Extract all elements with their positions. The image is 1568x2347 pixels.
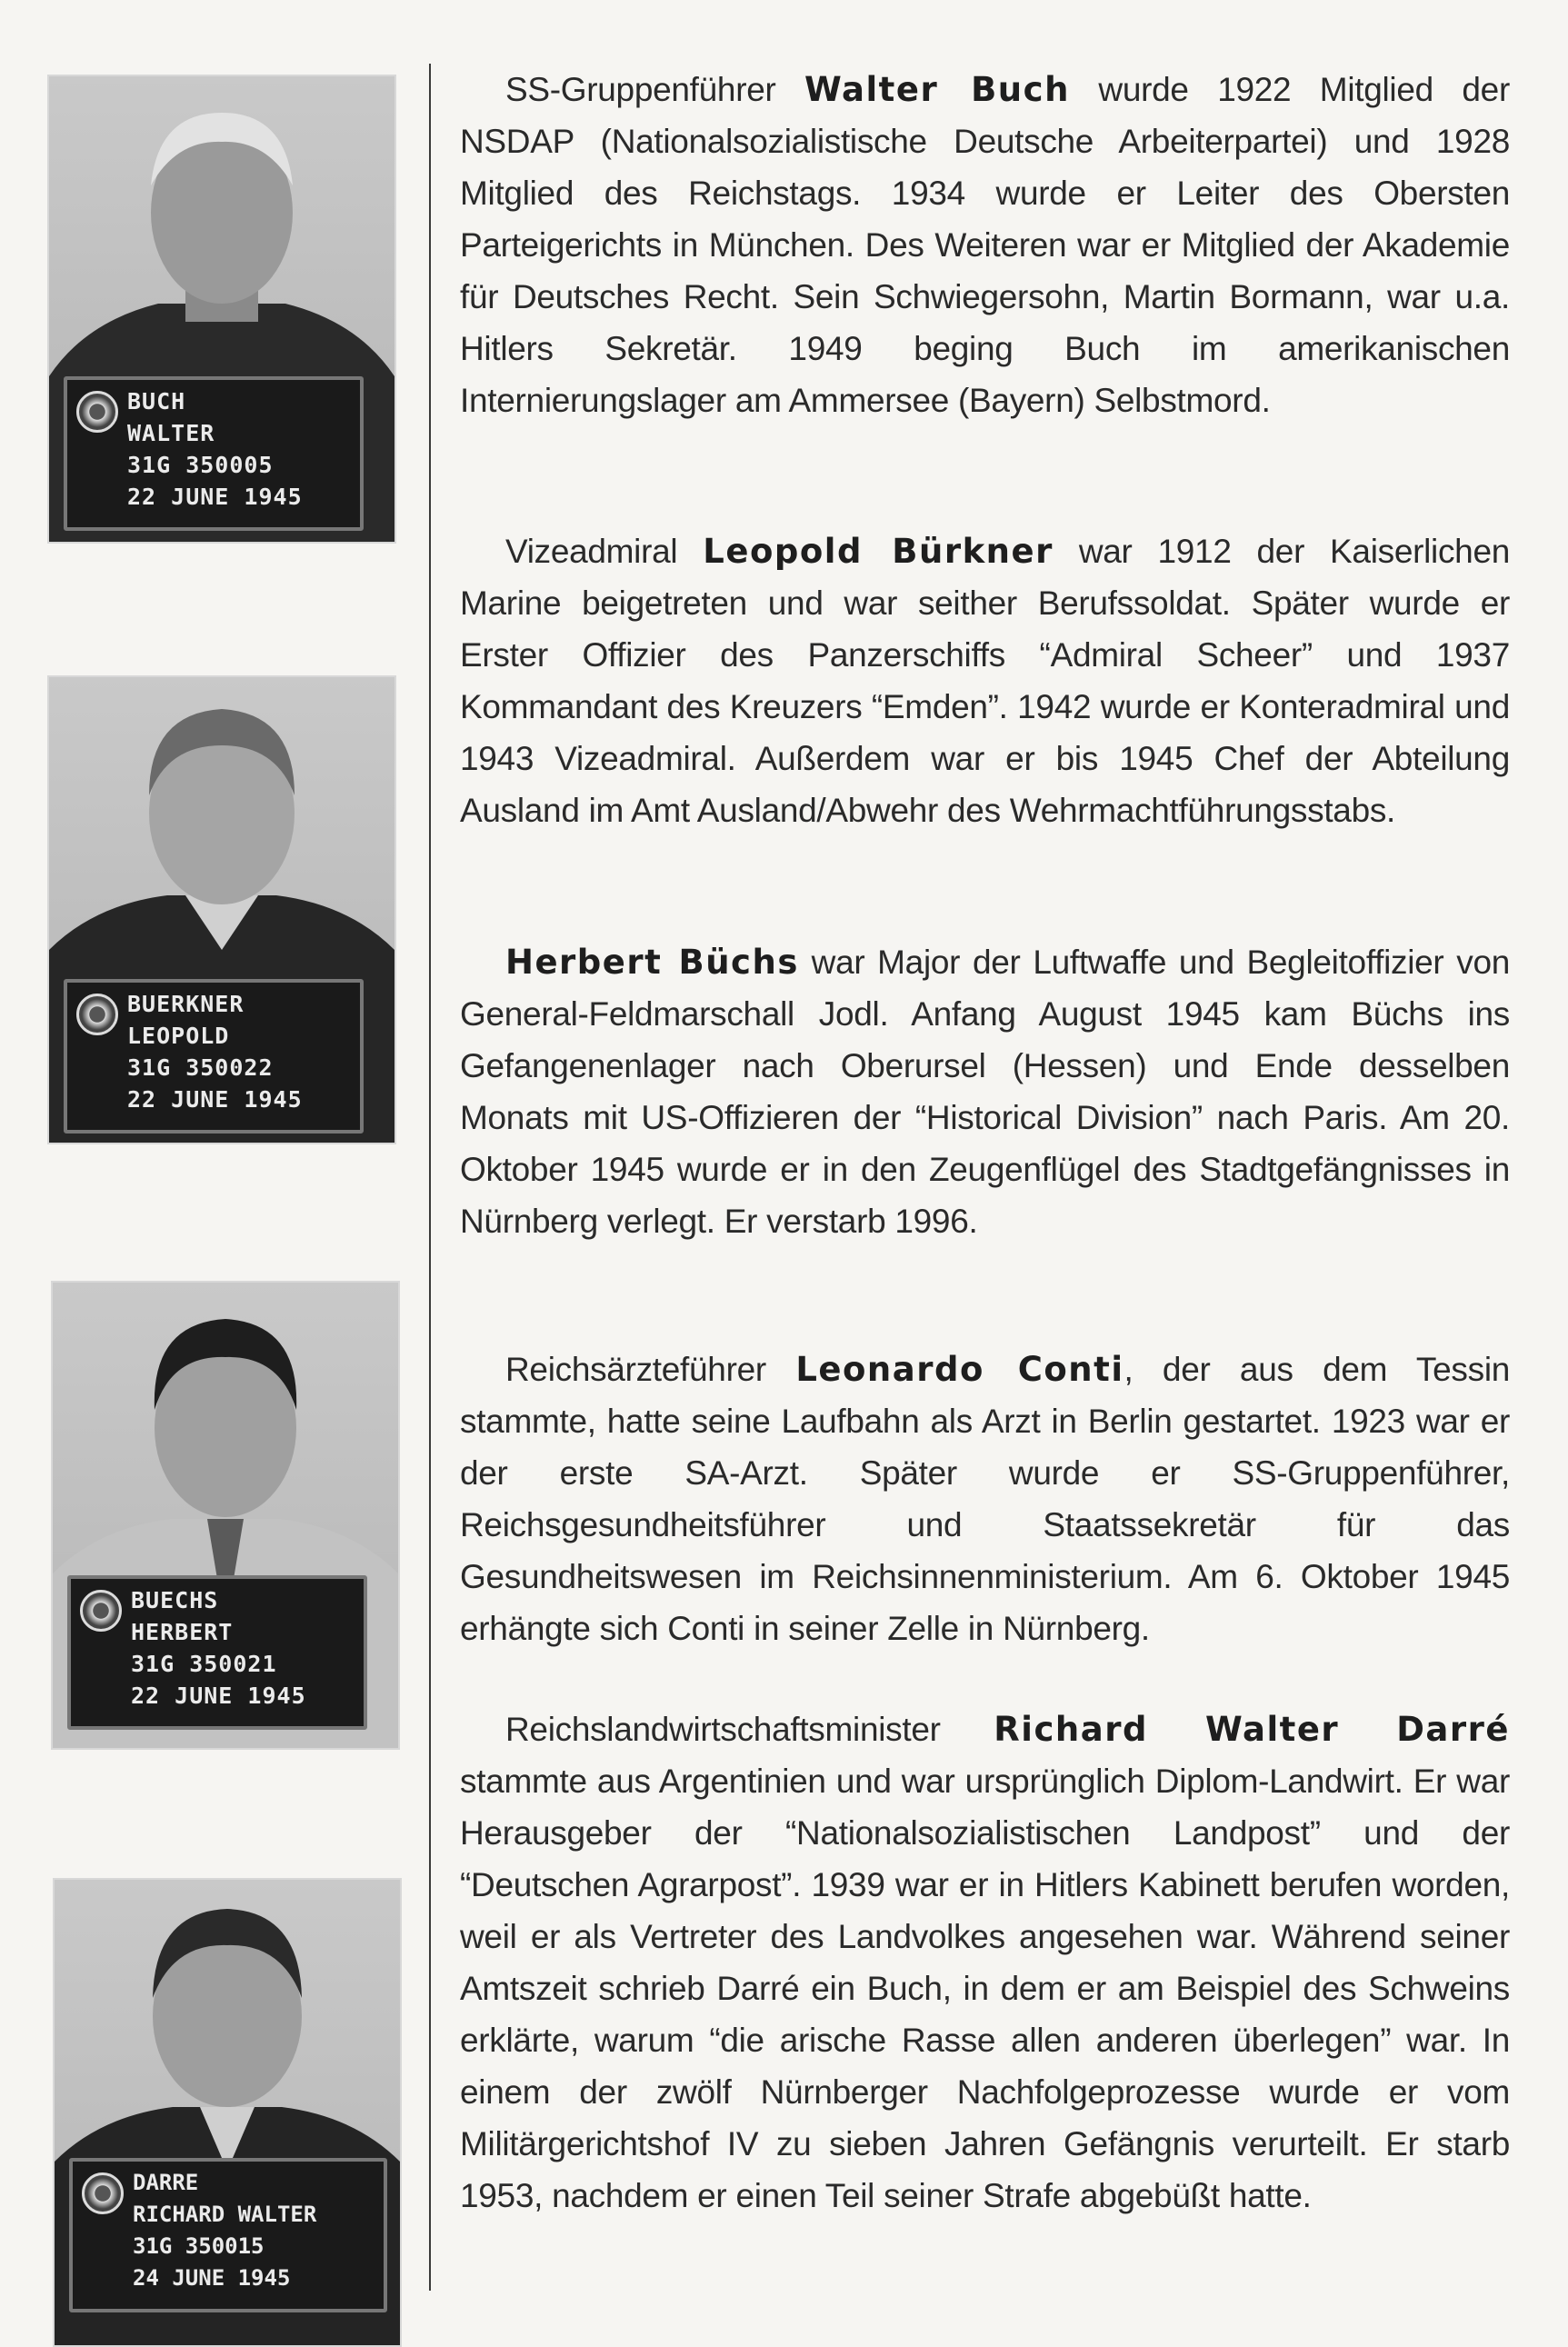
entry-text: war 1912 der Kaiserlichen Marine beigetreten und war seither Berufssoldat. Später wurde er Erster Offizier des Panzerschiffs “Admiral Scheer” und 1937 Kommandant des Kreuzers “Emden”. 1942 wurde er Konteradmiral und 1943 Vizeadmiral. Außerdem war er bis 1945 Chef der Abteilung Ausland im Amt Ausland/Abwehr des Wehrmachtführungsstabs. [460,533,1511,829]
mugshot-photo-buerkner [47,675,396,1144]
board-number: 31G 350015 [133,2233,265,2259]
entry-text: , der aus dem Tessin stammte, hatte seine Laufbahn als Arzt in Berlin gestartet. 1923 war er der erste SA-Arzt. Später wurde er SS-Gruppenführer, Reichsgesundheitsführer und Staatssekretär für das Gesundheitswesen im Reichsinnenministerium. Am 6. Oktober 1945 erhängte sich Conti in seiner Zelle in Nürnberg. [460,1351,1511,1647]
biography-leopold-buerkner [460,525,1510,836]
name-board [64,376,364,531]
entry-prefix: Reichsärzteführer [505,1351,796,1388]
entry-prefix: Reichslandwirtschaftsminister [505,1711,994,1748]
person-name: Walter Buch [804,70,1070,109]
board-number: 31G 350021 [131,1651,277,1677]
mugshot-photo-darre [53,1878,402,2347]
biography-walter-buch [460,64,1510,426]
board-surname: BUCH [127,388,186,414]
board-given-name: HERBERT [131,1619,234,1645]
seal-icon [82,2172,124,2214]
board-surname: BUECHS [131,1587,219,1613]
board-given-name: LEOPOLD [127,1023,230,1049]
entry-text: wurde 1922 Mitglied der NSDAP (Nationalsozialistische Deutsche Arbeiterpartei) und 1928 Mitglied des Reichstags. 1934 wurde er Leiter des Obersten Parteigerichts in München. Des Weiteren war er Mitglied der Akademie für Deutsches Recht. Sein Schwiegersohn, Martin Bormann, war u.a. Hitlers Sekretär. 1949 beging Buch im amerikanischen Internierungslager am Ammersee (Bayern) Selbstmord. [460,71,1510,419]
board-number: 31G 350005 [127,452,274,478]
board-given-name: RICHARD WALTER [133,2202,317,2227]
mugshot-photo-buch [47,75,396,544]
person-name: Leonardo Conti [795,1350,1124,1389]
board-date: 22 JUNE 1945 [127,1086,303,1113]
name-board [64,979,364,1134]
seal-icon [76,994,118,1035]
person-name: Leopold Bürkner [703,532,1054,571]
board-date: 22 JUNE 1945 [127,484,303,510]
biography-leonardo-conti [460,1343,1510,1654]
seal-icon [80,1590,122,1632]
board-surname: DARRE [133,2170,199,2195]
board-date: 22 JUNE 1945 [131,1683,306,1709]
entry-text: war Major der Luftwaffe und Begleitoffizier von General-Feldmarschall Jodl. Anfang August 1945 kam Büchs ins Gefangenenlager nach Oberursel (Hessen) und Ende desselben Monats mit US-Offizieren der “Historical Division” nach Paris. Am 20. Oktober 1945 wurde er in den Zeugenflügel des Stadtgefängnisses in Nürnberg verlegt. Er verstarb 1996. [460,944,1511,1240]
entry-prefix: Vizeadmiral [505,533,704,570]
board-number: 31G 350022 [127,1054,274,1081]
entry-prefix: SS-Gruppenführer [505,71,805,108]
board-given-name: WALTER [127,420,215,446]
board-date: 24 JUNE 1945 [133,2265,291,2291]
seal-icon [76,391,118,433]
column-divider [429,64,431,2291]
board-surname: BUERKNER [127,991,245,1017]
entry-text: stammte aus Argentinien und war ursprünglich Diplom-Landwirt. Er war Herausgeber der “Nationalsozialistischen Landpost” und der “Deutschen Agrarpost”. 1939 war er in Hitlers Kabinett berufen worden, weil er als Vertreter des Landvolkes angesehen war. Während seiner Amtszeit schrieb Darré ein Buch, in dem er am Beispiel des Schweins erklärte, warum “die arische Rasse allen anderen überlegen” war. In einem der zwölf Nürnberger Nachfolgeprozesse wurde er vom Militärgerichtshof IV zu sieben Jahren Gefängnis verurteilt. Er starb 1953, nachdem er einen Teil seiner Strafe abgebüßt hatte. [460,1763,1510,2214]
biography-herbert-buechs [460,936,1510,1247]
mugshot-photo-buechs [51,1281,400,1750]
person-name: Richard Walter Darré [994,1710,1510,1749]
person-name: Herbert Büchs [505,943,799,982]
biography-richard-walter-darre [460,1703,1510,2222]
name-board [69,2158,387,2312]
name-board [67,1575,367,1730]
